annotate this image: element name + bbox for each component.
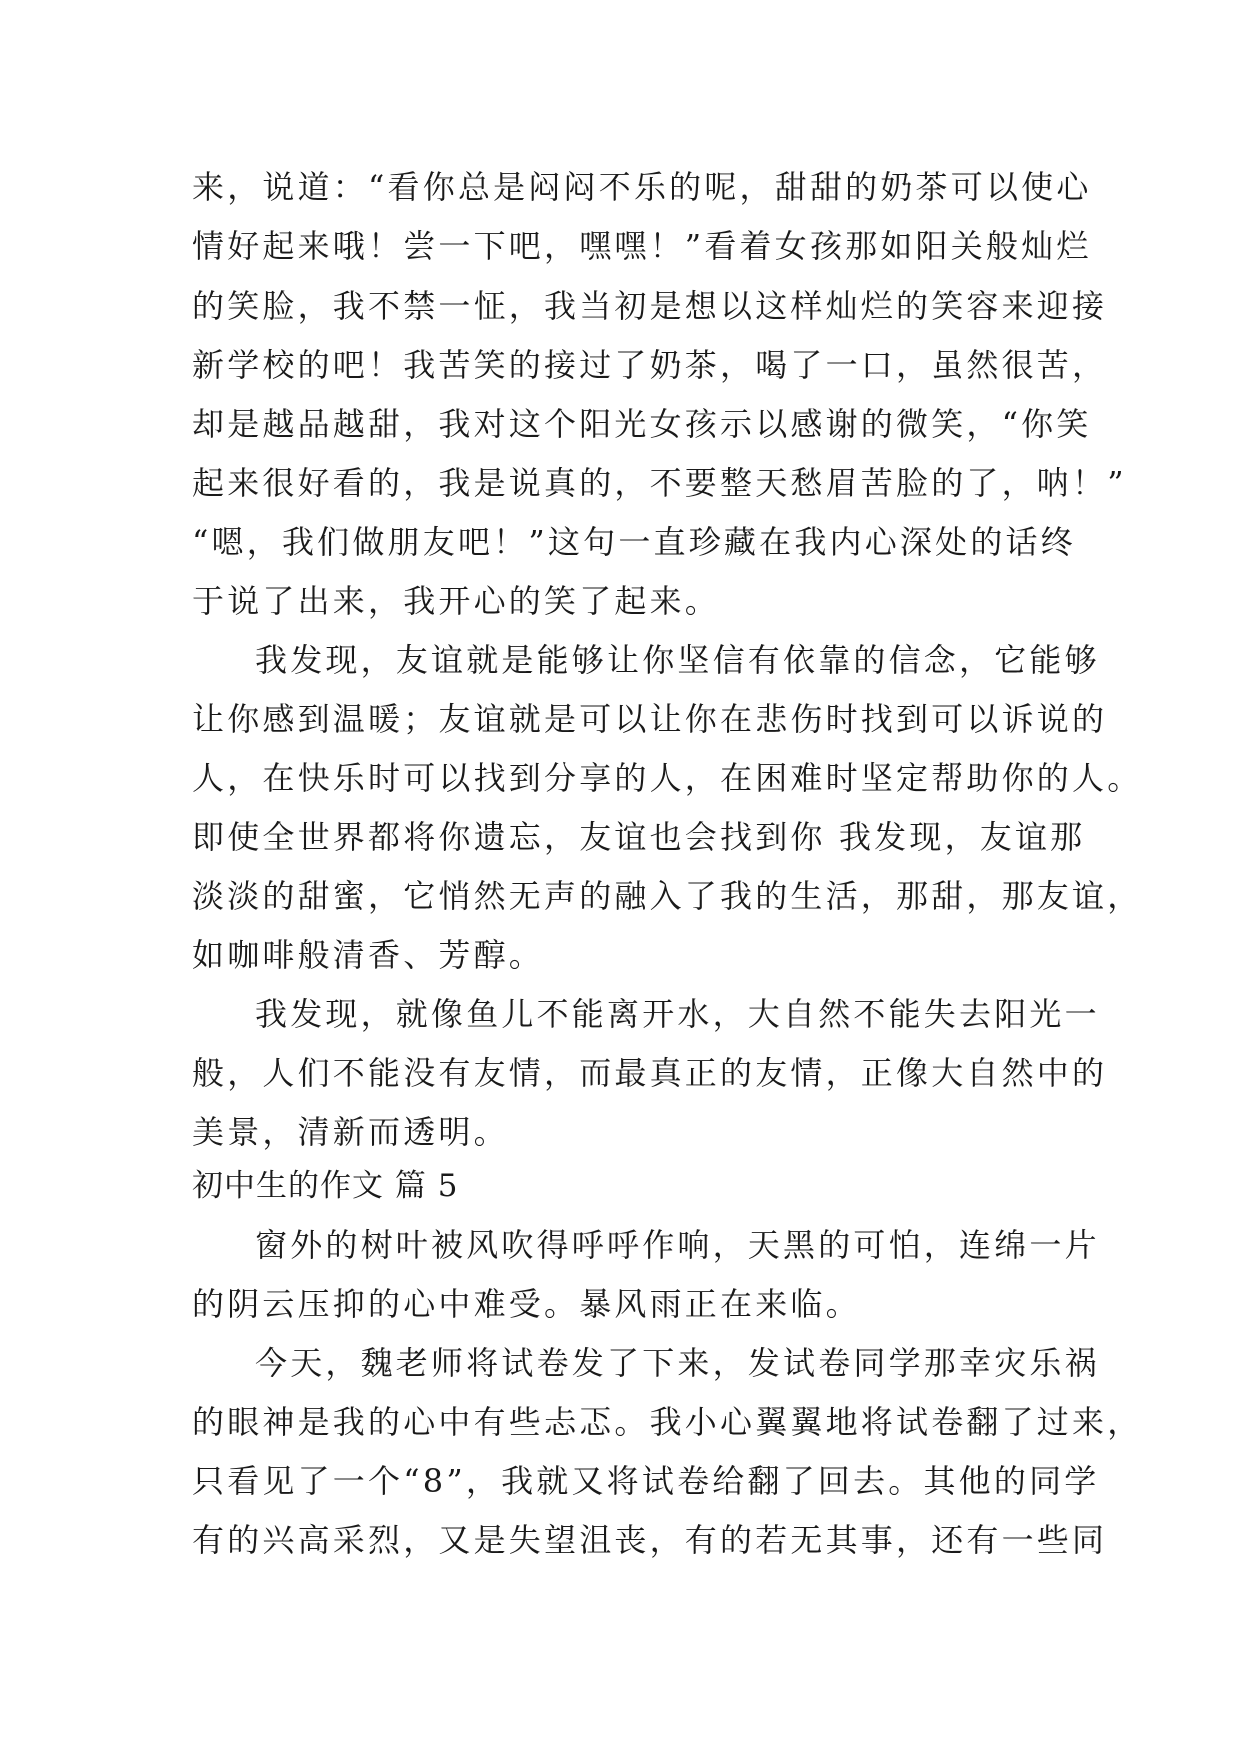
section-heading: 初中生的作文 篇 5 <box>192 1168 459 1204</box>
text-line: 来，说道：“看你总是闷闷不乐的呢，甜甜的奶茶可以使心 <box>192 168 1092 206</box>
text-line: 淡淡的甜蜜，它悄然无声的融入了我的生活，那甜，那友谊， <box>192 877 1143 915</box>
text-line: 我发现，友谊就是能够让你坚信有依靠的信念，它能够 <box>255 641 1100 679</box>
text-line: 于说了出来，我开心的笑了起来。 <box>192 582 721 620</box>
text-line: 只看见了一个“8”，我就又将试卷给翻了回去。其他的同学 <box>192 1462 1100 1500</box>
text-line: 情好起来哦！尝一下吧，嘿嘿！”看着女孩那如阳关般灿烂 <box>192 227 1092 265</box>
text-line: 却是越品越甜，我对这个阳光女孩示以感谢的微笑，“你笑 <box>192 405 1092 443</box>
text-line: 的阴云压抑的心中难受。暴风雨正在来临。 <box>192 1285 861 1323</box>
text-line: 今天，魏老师将试卷发了下来，发试卷同学那幸灾乐祸 <box>255 1344 1100 1382</box>
text-line: “嗯，我们做朋友吧！”这句一直珍藏在我内心深处的话终 <box>192 523 1076 561</box>
text-line: 让你感到温暖；友谊就是可以让你在悲伤时找到可以诉说的 <box>192 700 1108 738</box>
text-line: 美景，清新而透明。 <box>192 1113 509 1151</box>
text-line: 即使全世界都将你遗忘，友谊也会找到你 我发现，友谊那 <box>192 818 1086 856</box>
text-line: 有的兴高采烈，又是失望沮丧，有的若无其事，还有一些同 <box>192 1521 1108 1559</box>
text-line: 般，人们不能没有友情，而最真正的友情，正像大自然中的 <box>192 1054 1108 1092</box>
text-line: 我发现，就像鱼儿不能离开水，大自然不能失去阳光一 <box>255 995 1100 1033</box>
text-line: 窗外的树叶被风吹得呼呼作响，天黑的可怕，连绵一片 <box>255 1226 1100 1264</box>
text-line: 的笑脸，我不禁一怔，我当初是想以这样灿烂的笑容来迎接 <box>192 287 1108 325</box>
text-line: 新学校的吧！我苦笑的接过了奶茶，喝了一口，虽然很苦， <box>192 346 1108 384</box>
text-line: 的眼神是我的心中有些忐忑。我小心翼翼地将试卷翻了过来， <box>192 1403 1143 1441</box>
text-line: 起来很好看的，我是说真的，不要整天愁眉苦脸的了，呐！” <box>192 464 1127 502</box>
text-line: 如咖啡般清香、芳醇。 <box>192 936 545 974</box>
text-line: 人，在快乐时可以找到分享的人，在困难时坚定帮助你的人。 <box>192 759 1143 797</box>
